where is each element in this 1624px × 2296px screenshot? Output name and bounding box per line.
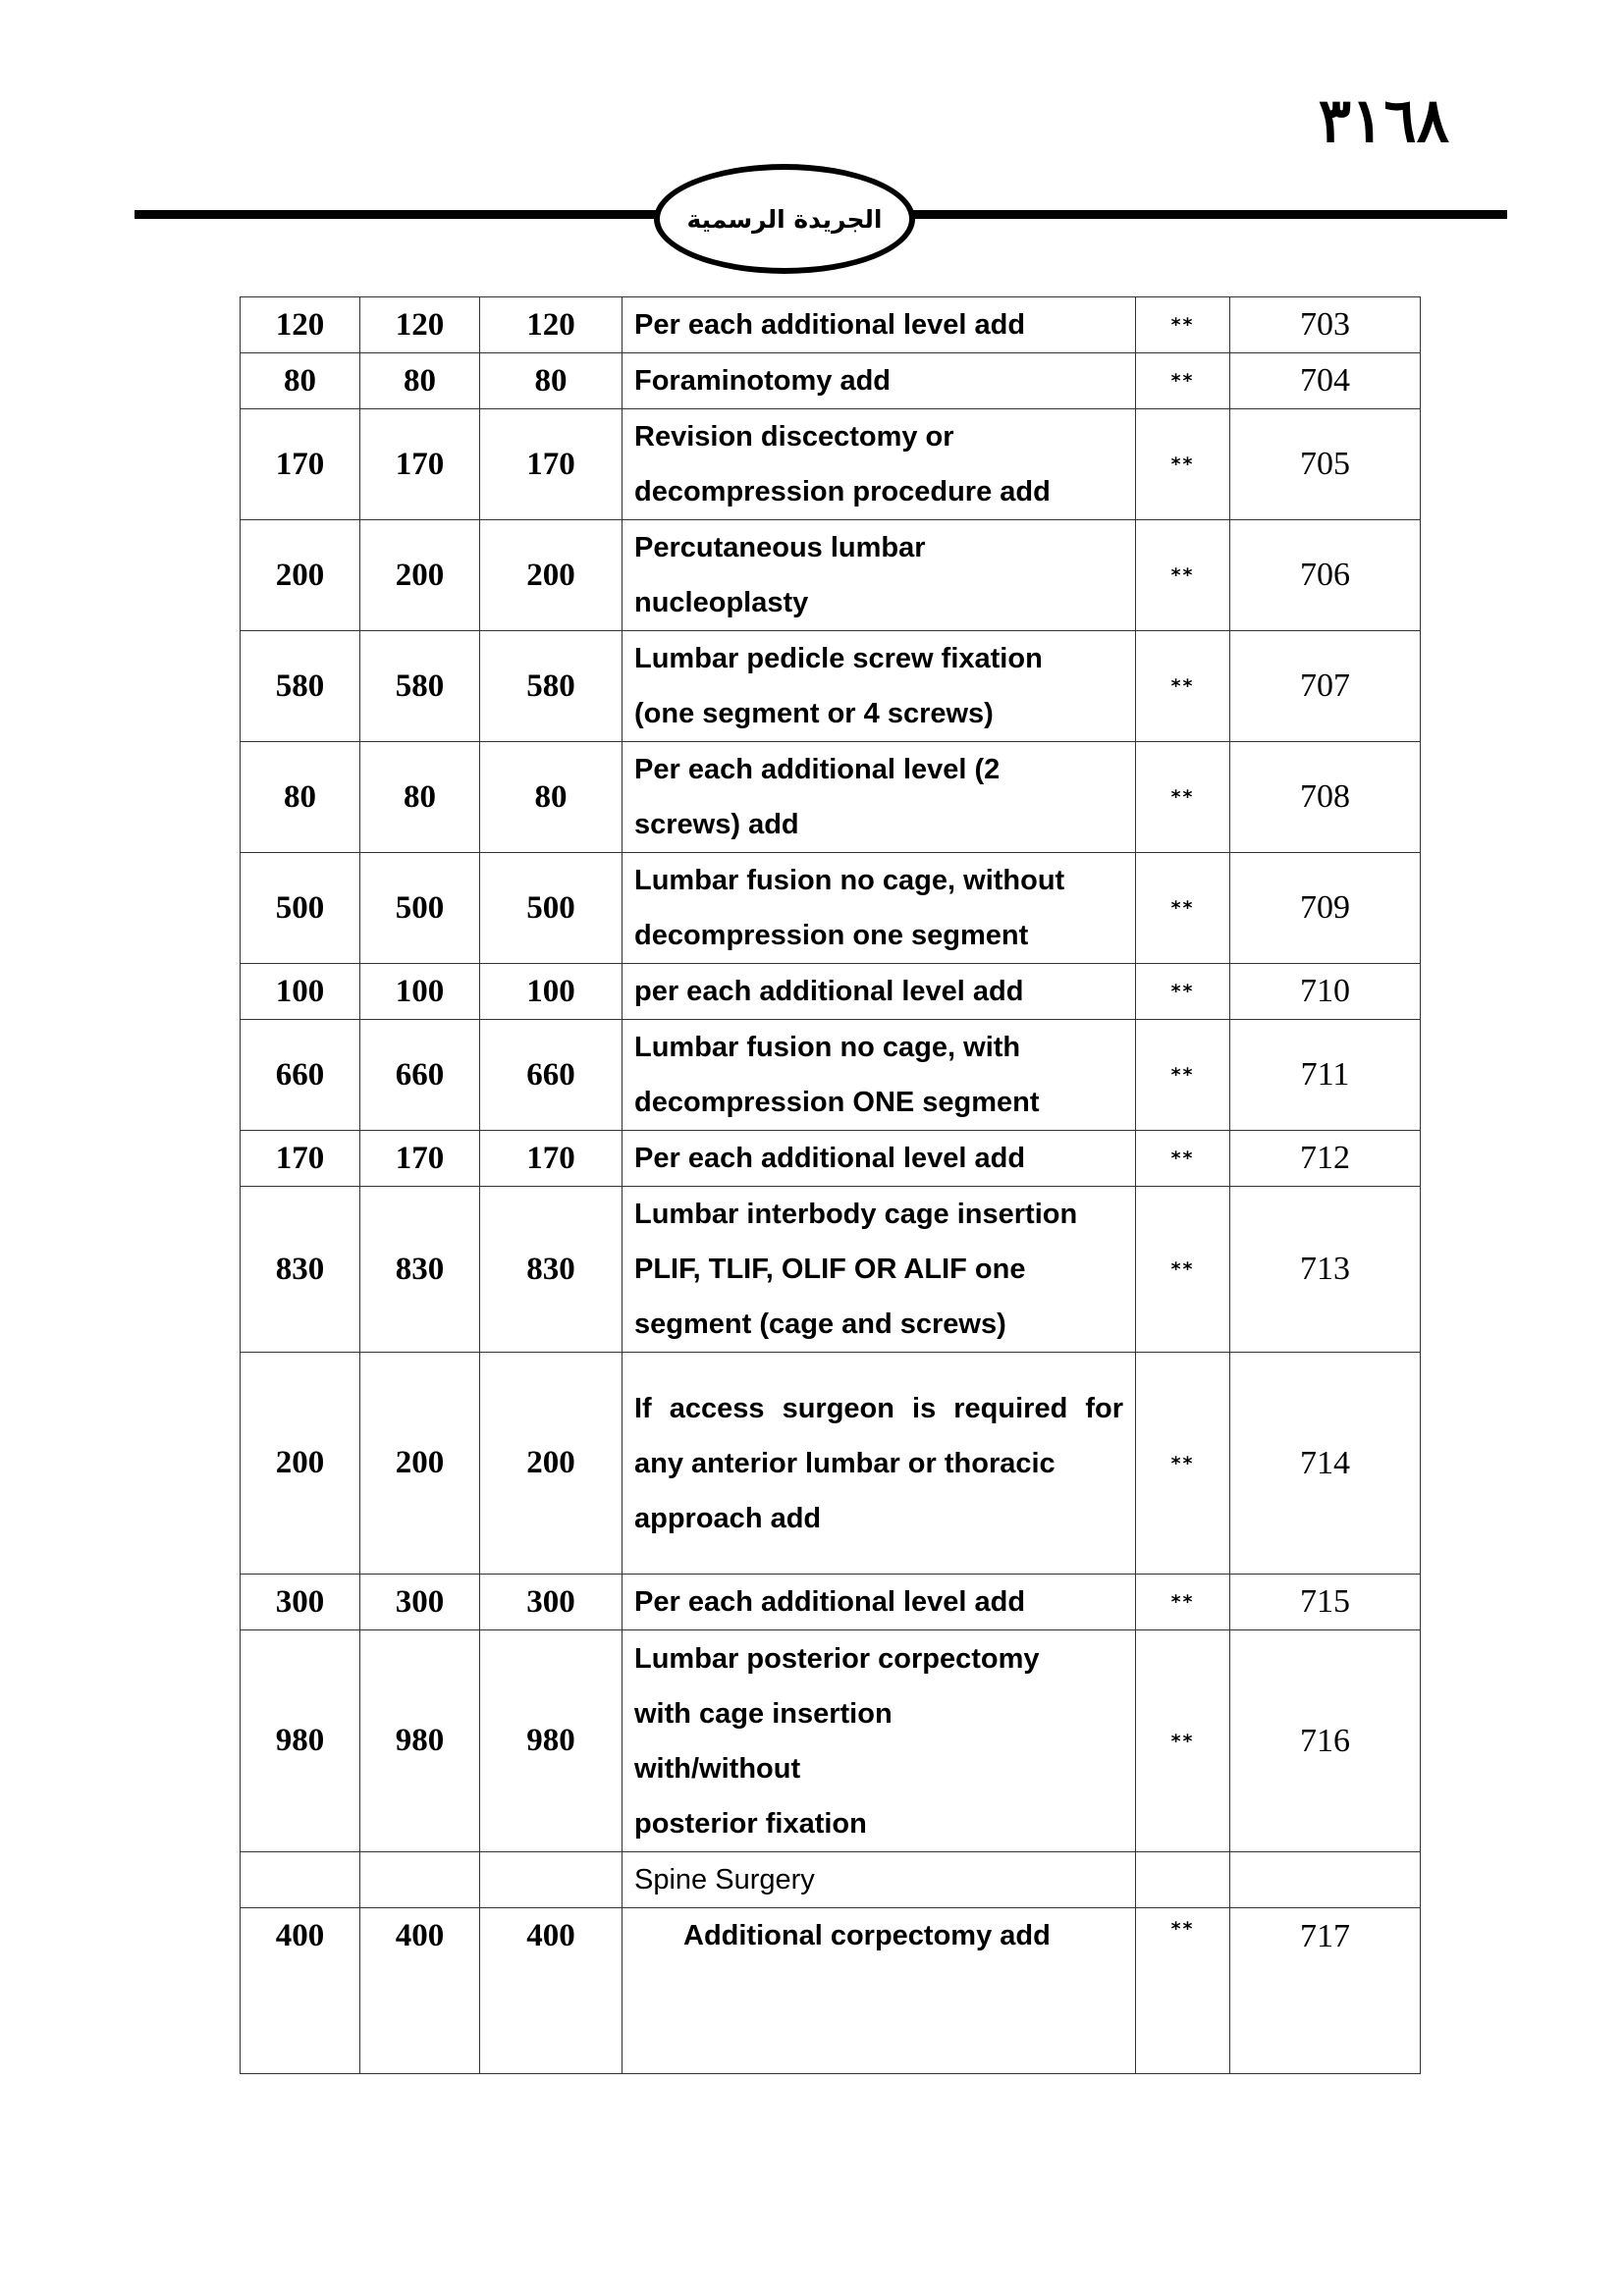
table-row	[241, 631, 1421, 742]
procedure-code: 717	[1230, 1908, 1421, 2074]
procedure-description: Per each additional level add	[623, 1575, 1136, 1630]
fee-value-2: 200	[360, 1353, 480, 1575]
fee-value-3: 80	[480, 353, 623, 409]
fee-value-1: 200	[241, 1353, 360, 1575]
fee-value-3: 500	[480, 853, 623, 964]
procedure-code: 707	[1230, 631, 1421, 742]
mark-cell: **	[1136, 1187, 1230, 1353]
table-row	[241, 1908, 1421, 2074]
fee-value-3	[480, 1852, 623, 1908]
fee-value-1: 830	[241, 1187, 360, 1353]
table-row	[241, 1353, 1421, 1575]
fee-value-1: 980	[241, 1630, 360, 1852]
fee-value-3: 200	[480, 1353, 623, 1575]
table-row	[241, 353, 1421, 409]
table-row	[241, 1187, 1421, 1353]
fee-value-1: 170	[241, 409, 360, 520]
mark-cell: **	[1136, 1908, 1230, 2074]
procedure-description: Revision discectomy or decompression procedure add	[623, 409, 1136, 520]
fee-value-2: 120	[360, 297, 480, 353]
procedure-description: Foraminotomy add	[623, 353, 1136, 409]
procedure-description: Lumbar interbody cage insertion PLIF, TLIF, OLIF OR ALIF one segment (cage and screws)	[623, 1187, 1136, 1353]
fee-value-1: 580	[241, 631, 360, 742]
fee-value-1: 300	[241, 1575, 360, 1630]
procedure-code: 704	[1230, 353, 1421, 409]
mark-cell: **	[1136, 964, 1230, 1020]
procedure-description: Per each additional level (2 screws) add	[623, 742, 1136, 853]
fee-value-3: 80	[480, 742, 623, 853]
table-row	[241, 520, 1421, 631]
procedure-description: Per each additional level add	[623, 297, 1136, 353]
procedure-description: If access surgeon is required for any anterior lumbar or thoracic approach add	[623, 1353, 1136, 1575]
fee-value-2: 170	[360, 409, 480, 520]
table-row	[241, 1852, 1421, 1908]
fee-value-2: 400	[360, 1908, 480, 2074]
header-emblem	[654, 164, 915, 274]
fee-value-2: 830	[360, 1187, 480, 1353]
procedure-code: 715	[1230, 1575, 1421, 1630]
mark-cell: **	[1136, 1575, 1230, 1630]
fee-value-1: 170	[241, 1131, 360, 1187]
table-row	[241, 742, 1421, 853]
fee-value-1	[241, 1852, 360, 1908]
procedure-code: 710	[1230, 964, 1421, 1020]
procedure-code: 705	[1230, 409, 1421, 520]
procedure-description: Percutaneous lumbar nucleoplasty	[623, 520, 1136, 631]
fee-value-3: 400	[480, 1908, 623, 2074]
mark-cell: **	[1136, 1630, 1230, 1852]
fee-value-2: 660	[360, 1020, 480, 1131]
mark-cell: **	[1136, 853, 1230, 964]
procedure-description: Lumbar fusion no cage, with decompression ONE segment	[623, 1020, 1136, 1131]
mark-cell: **	[1136, 631, 1230, 742]
fee-table	[240, 296, 1421, 2074]
procedure-description: Lumbar posterior corpectomy with cage insertion with/without posterior fixation	[623, 1630, 1136, 1852]
procedure-description: Per each additional level add	[623, 1131, 1136, 1187]
procedure-code	[1230, 1852, 1421, 1908]
mark-cell: **	[1136, 1131, 1230, 1187]
procedure-code: 706	[1230, 520, 1421, 631]
fee-value-3: 200	[480, 520, 623, 631]
procedure-code: 713	[1230, 1187, 1421, 1353]
fee-value-1: 660	[241, 1020, 360, 1131]
table-row	[241, 1020, 1421, 1131]
table-row	[241, 964, 1421, 1020]
fee-value-2: 200	[360, 520, 480, 631]
mark-cell: **	[1136, 520, 1230, 631]
fee-table-body	[241, 297, 1421, 2074]
table-row	[241, 853, 1421, 964]
fee-value-2: 500	[360, 853, 480, 964]
table-row	[241, 1630, 1421, 1852]
fee-value-3: 830	[480, 1187, 623, 1353]
fee-value-2	[360, 1852, 480, 1908]
fee-value-3: 580	[480, 631, 623, 742]
fee-value-3: 120	[480, 297, 623, 353]
gazette-title: الجريدة الرسمية	[686, 204, 883, 234]
fee-value-3: 100	[480, 964, 623, 1020]
fee-value-2: 300	[360, 1575, 480, 1630]
fee-value-2: 80	[360, 353, 480, 409]
procedure-description: Lumbar pedicle screw fixation (one segment or 4 screws)	[623, 631, 1136, 742]
procedure-code: 714	[1230, 1353, 1421, 1575]
page-number: ٣١٦٨	[1318, 84, 1449, 156]
fee-value-2: 80	[360, 742, 480, 853]
procedure-code: 711	[1230, 1020, 1421, 1131]
procedure-code: 703	[1230, 297, 1421, 353]
mark-cell: **	[1136, 353, 1230, 409]
fee-value-1: 100	[241, 964, 360, 1020]
fee-value-1: 80	[241, 742, 360, 853]
fee-value-1: 200	[241, 520, 360, 631]
fee-value-1: 400	[241, 1908, 360, 2074]
mark-cell: **	[1136, 297, 1230, 353]
fee-value-3: 980	[480, 1630, 623, 1852]
fee-value-1: 80	[241, 353, 360, 409]
procedure-code: 716	[1230, 1630, 1421, 1852]
fee-value-3: 170	[480, 409, 623, 520]
procedure-description: Additional corpectomy add	[623, 1908, 1136, 2074]
procedure-code: 712	[1230, 1131, 1421, 1187]
fee-value-1: 500	[241, 853, 360, 964]
fee-value-3: 300	[480, 1575, 623, 1630]
fee-value-1: 120	[241, 297, 360, 353]
procedure-description: per each additional level add	[623, 964, 1136, 1020]
table-row	[241, 1575, 1421, 1630]
mark-cell: **	[1136, 1020, 1230, 1131]
mark-cell	[1136, 1852, 1230, 1908]
procedure-code: 709	[1230, 853, 1421, 964]
table-row	[241, 297, 1421, 353]
fee-value-2: 580	[360, 631, 480, 742]
table-row	[241, 1131, 1421, 1187]
fee-value-2: 170	[360, 1131, 480, 1187]
procedure-description: Spine Surgery	[623, 1852, 1136, 1908]
mark-cell: **	[1136, 1353, 1230, 1575]
fee-value-2: 100	[360, 964, 480, 1020]
fee-value-3: 660	[480, 1020, 623, 1131]
procedure-description: Lumbar fusion no cage, without decompression one segment	[623, 853, 1136, 964]
mark-cell: **	[1136, 742, 1230, 853]
fee-value-3: 170	[480, 1131, 623, 1187]
mark-cell: **	[1136, 409, 1230, 520]
table-row	[241, 409, 1421, 520]
fee-value-2: 980	[360, 1630, 480, 1852]
procedure-code: 708	[1230, 742, 1421, 853]
